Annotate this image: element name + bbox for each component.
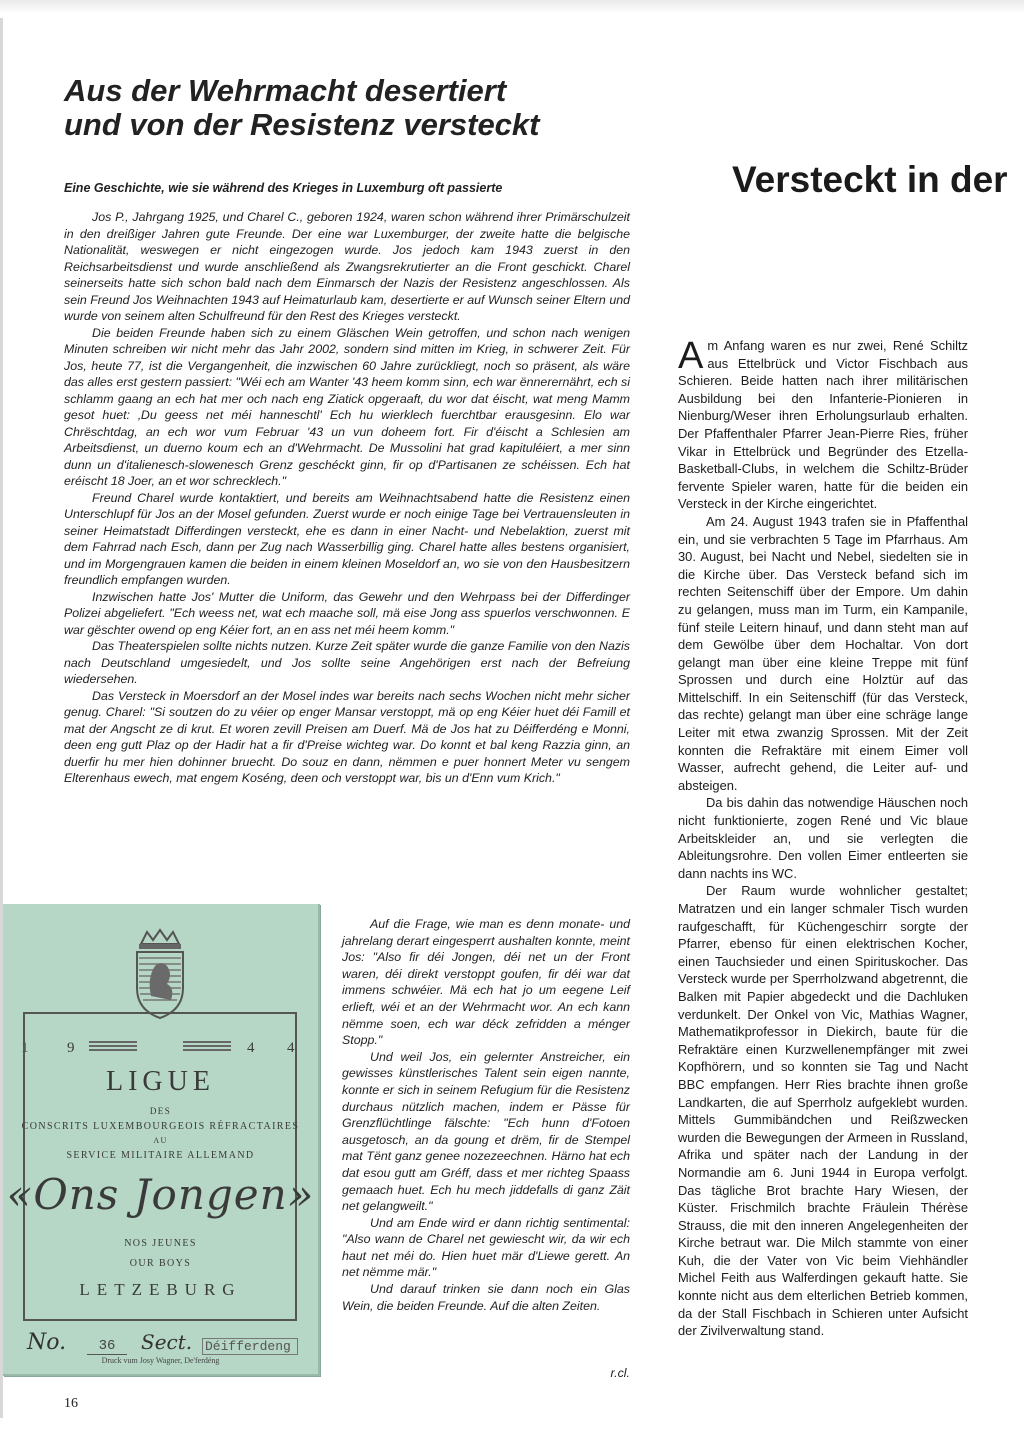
card-printer: Druck vum Josy Wagner, De'ferdéng <box>101 1356 220 1365</box>
card-ons-jongen: «Ons Jongen» <box>6 1170 315 1219</box>
card-number-label: No. <box>27 1330 67 1355</box>
card-conscrits: CONSCRITS LUXEMBOURGEOIS RÉFRACTAIRES <box>21 1121 300 1132</box>
card-frame <box>23 1012 297 1321</box>
right-article-paragraph: Am 24. August 1943 trafen sie in Pfaffenthal ein, und sie verbrachten 5 Tage im Pfarrhaus. Am 30. August, bei Nacht und Nebel, siedelten sie in die Kirche über. Das Versteck befand sich im rechten Seitenschiff über der Empore. Um dahin zu gelangen, muss man im Turm, ein Kampanile, fünf steile Leitern hinauf, und dann steht man auf dem Gewölbe über dem Hochaltar. Von dort gelangt man über eine kleine Treppe mit fünf Sprossen und durch eine Holztür auf das Mittelschiff. In ein Seitenschiff (für das Versteck, das rechte) gelangt man über eine schräge lange Leiter mit etwa zwanzig Sprossen. Mit der Zeit konnten die Refraktäre mit einem Eimer voll Wasser, aufrecht gehend, die Leiter auf- und absteigen. <box>678 513 968 793</box>
article-paragraph: Inzwischen hatte Jos' Mutter die Uniform, das Gewehr und den Wehrpass bei der Differdinger Polizei abgeliefert. "Ech weess net, wat ech maache soll, mä eise Jong ass spuerlos verschwonnen. E war gëschter owend op eng Kéier fort, an en ass net méi heem komm." <box>64 589 630 637</box>
card-au: AU <box>153 1136 168 1145</box>
article-title <box>64 74 624 142</box>
right-article-paragraph <box>678 337 968 513</box>
article-title-line-1: Aus der Wehrmacht desertiert <box>64 73 507 108</box>
interview-paragraph: Und weil Jos, ein gelernter Anstreicher, ein gewisses künstlerisches Talent sein eigen nannte, konnte er sich in seinem Refugium für die Resistenz durchaus nützlich machen, indem er Pässe für Grenzflüchtlinge fälschte: "Ech hunn d'Fotoen ausgetosch, an da goung et drëm, fir de Stempel mat Tënt ganz genee nozezeechnen. Härno hat ech dat esou gutt am Gréff, dass et mer richteg Spaass gemaach huet. Ech hu mech jiddefalls di ganz Zäit net gelangweilt." <box>342 1049 630 1214</box>
card-our-boys: OUR BOYS <box>129 1258 192 1269</box>
interview-paragraph: Und am Ende wird er dann richtig sentimental: "Also wann de Charel net gewiescht wir, da wir ech haut net méi do. Hien huet mär d'Liewe gerett. An net nëmme mär." <box>342 1215 630 1280</box>
card-des: DES <box>149 1106 172 1116</box>
article-title-line-2: und von der Resistenz versteckt <box>64 107 540 142</box>
article-paragraph: Das Theaterspielen sollte nichts nutzen. Kurze Zeit später wurde die ganze Familie von den Nazis nach Deutschland umgesiedelt, und Jos sollte seine Angehörigen erst nach der Befreiung wiedersehen. <box>64 639 630 686</box>
right-article-paragraph: Der Raum wurde wohnlicher gestaltet; Matratzen und ein langer schmaler Tisch wurden raufgeschafft, für Küchengeschirr sorgte der Pfarrer, ebenso für einen elektrischen Kocher, einen Tauchsieder und einen Spirituskocher. Das Versteck wurde per Sperrholzwand abgetrennt, die Balken mit Papier abgedeckt und die Dachluken verdunkelt. Der Onkel von Vic, Mathias Wagner, Mathematikprofessor in Diekirch, baute für die Refraktäre einen Kurzwellenempfänger mit zwei Kopfhörern, und so konnten sie Tag und Nacht BBC empfangen. Herr Ries brachte ihnen große Landkarten, die auf Sperrholz aufgeklebt wurden. Mittels Gummibändchen und Reißzwecken wurden die Bewegungen der Armeen in Russland, Afrika und später nach der Landung in der Normandie am 6. Juni 1944 in Europa verfolgt. Das tägliche Brot brachte Hary Wiesen, der Küster. Frischmilch brachte Fräulein Thérèse Strauss, die mit den inneren Angelegenheiten der Kirche betraut war. Die Milch stammte von einer Kuh, die der Vater von Vic beim Viehhändler Michel Feith aus Walferdingen gekauft hatte. Sie konnte nicht aus dem elterlichen Betrieb kommen, da der Stall Fischbach in Schieren unter Aufsicht der Zivilverwaltung stand. <box>678 883 968 1339</box>
right-article-body <box>678 337 968 1340</box>
card-nos-jeunes: NOS JEUNES <box>124 1238 197 1249</box>
article-paragraph: Die beiden Freunde haben sich zu einem Gläschen Wein getroffen, und schon nach wenigen Minuten schreiben wir nicht mehr das Jahr 2002, sondern sind mitten im Krieg, in schwerer Zeit. Für Jos, heute 77, ist die Vergangenheit, die inzwischen 60 Jahre zurückliegt, noch so präsent, als wäre das alles erst gestern passiert: "Wéi ech am Wanter '43 heem komm sinn, ech war ënnerernährt, ech si schlamm gaang an ech hat mer och nach eng Ziatick opgeraaft, du wor dat éischt, wat meng Mamm gesot huet: ‚Du geess net méi hanneschtl' Ech hu wierklech fuerchtbar erausgesinn. Elo war Chrëschtdag, an ech wor vum Februar '43 un vun doheem fort. Fir d'éischt a Schlesien am Arbeitsdienst, un duerno koum ech an d'Wehrmacht. De Mussolini hat grad kapituléiert, a mer sinn dunn un d'italienesch-slowenesch Grenz geschéckt ginn, fir op d'Partisanen ze schéissen. Ech hat eréischt 18 Joer, an et wor schrecklech." <box>64 325 630 488</box>
interview-paragraph: Und darauf trinken sie dann noch ein Glas Wein, die beiden Freunde. Auf die alten Zeiten. <box>342 1282 630 1313</box>
card-year-digit: 4 <box>247 1040 257 1056</box>
page-fold-shadow <box>0 0 1024 14</box>
interview-section <box>342 916 630 1314</box>
drop-cap: A <box>678 335 704 377</box>
card-section-value: Déifferdeng <box>202 1338 298 1355</box>
interview-paragraph: Auf die Frage, wie man es denn monate- und jahrelang derart eingesperrt aushalten konnte, meint Jos: "Also fir déi Jongen, déi net un der Front waren, déi direkt verstoppt goufen, fir déi war dat immens schwéier. Mä ech hat jo um eegene Leif erlieft, wéi et an der Wehrmacht wor. An ech kann nëmme soen, ech war déck zefridden a ménger Stopp." <box>342 917 630 1048</box>
card-year-digit: 9 <box>67 1040 77 1056</box>
right-article-title: Versteckt in der <box>732 159 1008 200</box>
card-year-digit: 4 <box>287 1040 297 1056</box>
membership-card-image <box>3 904 320 1376</box>
article-paragraph: Das Versteck in Moersdorf an der Mosel indes war bereits nach sechs Wochen nicht mehr sicher genug. Charel: "Si soutzen do zu véier op enger Mansar verstoppt, mä op eng Kéier huet déi Famill et mat der Angscht ze di krut. Et woren zevill Preisen am Duerf. Mä de Jos hat zu Déifferdéng e Monni, deen eng gutt Plaz op der Hadir hat a fir d'Preise wichteg war. Do konnt et bal keng Razzia ginn, an duerfir hu mer hien dohinner bruecht. Do souz en dann, nëmmen e puer honnert Meter vu sengem Elterenhaus ewech, mat engem Koséng, deen och verstoppt war, bis un d'Enn vum Krich." <box>64 688 630 785</box>
right-article-first-text: m Anfang waren es nur zwei, René Schiltz aus Ettelbrück und Victor Fischbach aus Schieren. Beide hatten nach ihrer militärischen Ausbildung bei den Infanterie-Pionieren in Nienburg/Weser ihren Erholungsurlaub erhalten. Der Pfaffenthaler Pfarrer Jean-Pierre Ries, früher Vikar in Ettelbrück und Begründer des Etzella-Basketball-Clubs, in welchem die Schiltz-Brüder fervente Spieler waren, hatte für die beiden ein Versteck in der Kirche eingerichtet. <box>678 338 968 512</box>
right-article-paragraph: Da bis dahin das notwendige Häuschen noch nicht funktionierte, zogen René und Vic blaue Arbeitskleider an, und sie verlegten die Ableitungsrohre. Den vollen Eimer entleerten sie dann nachts ins WC. <box>678 795 968 881</box>
card-letzeburg: LETZEBURG <box>79 1280 242 1299</box>
card-service: SERVICE MILITAIRE ALLEMAND <box>66 1150 255 1161</box>
card-ligue: LIGUE <box>106 1066 215 1097</box>
article-subtitle: Eine Geschichte, wie sie während des Krieges in Luxemburg oft passierte <box>64 181 503 195</box>
card-section-label: Sect. <box>141 1330 193 1354</box>
card-number-value: 36 <box>87 1338 127 1355</box>
article-body <box>64 209 630 787</box>
article-paragraph: Jos P., Jahrgang 1925, und Charel C., geboren 1924, waren schon während ihrer Primärschulzeit in den dreißiger Jahren gute Freunde. Der eine war Luxemburger, der zweite hatte die belgische Nationalität, weswegen er nicht eingezogen wurde. Jos jedoch kam 1943 zuerst in den Reichsarbeitsdienst und wurde anschließend als Zwangsrekrutierter an die Front geschickt. Charel seinerseits hatte sich schon bald nach dem Einmarsch der Nazis der Resistenz angeschlossen. Als sein Freund Jos Weihnachten 1943 auf Heimaturlaub kam, desertierte er auf Wunsch seiner Eltern und wurde von seinem alten Schulfreund für den Rest des Krieges versteckt. <box>64 210 630 323</box>
author-initials: r.cl. <box>610 1366 630 1380</box>
page-number: 16 <box>64 1396 78 1411</box>
article-paragraph: Freund Charel wurde kontaktiert, und bereits am Weihnachtsabend hatte die Resistenz einen Unterschlupf für Jos an der Mosel gefunden. Zuerst wurde er noch einige Tage bei Vertrauensleuten in seiner Heimatstadt Differdingen versteckt, ehe es dann in einer Nacht- und Nebelaktion, zuerst mit dem Fahrrad nach Esch, dann per Zug nach Wasserbillig ging. Charel hatte alles bestens organisiert, und im Morgengrauen kamen die beiden in einem kleinen Moseldorf an, wo sie von den Hausbesitzern freundlich empfangen wurden. <box>64 490 630 587</box>
card-year-digit: 1 <box>21 1040 31 1056</box>
crest-icon <box>117 926 203 1022</box>
